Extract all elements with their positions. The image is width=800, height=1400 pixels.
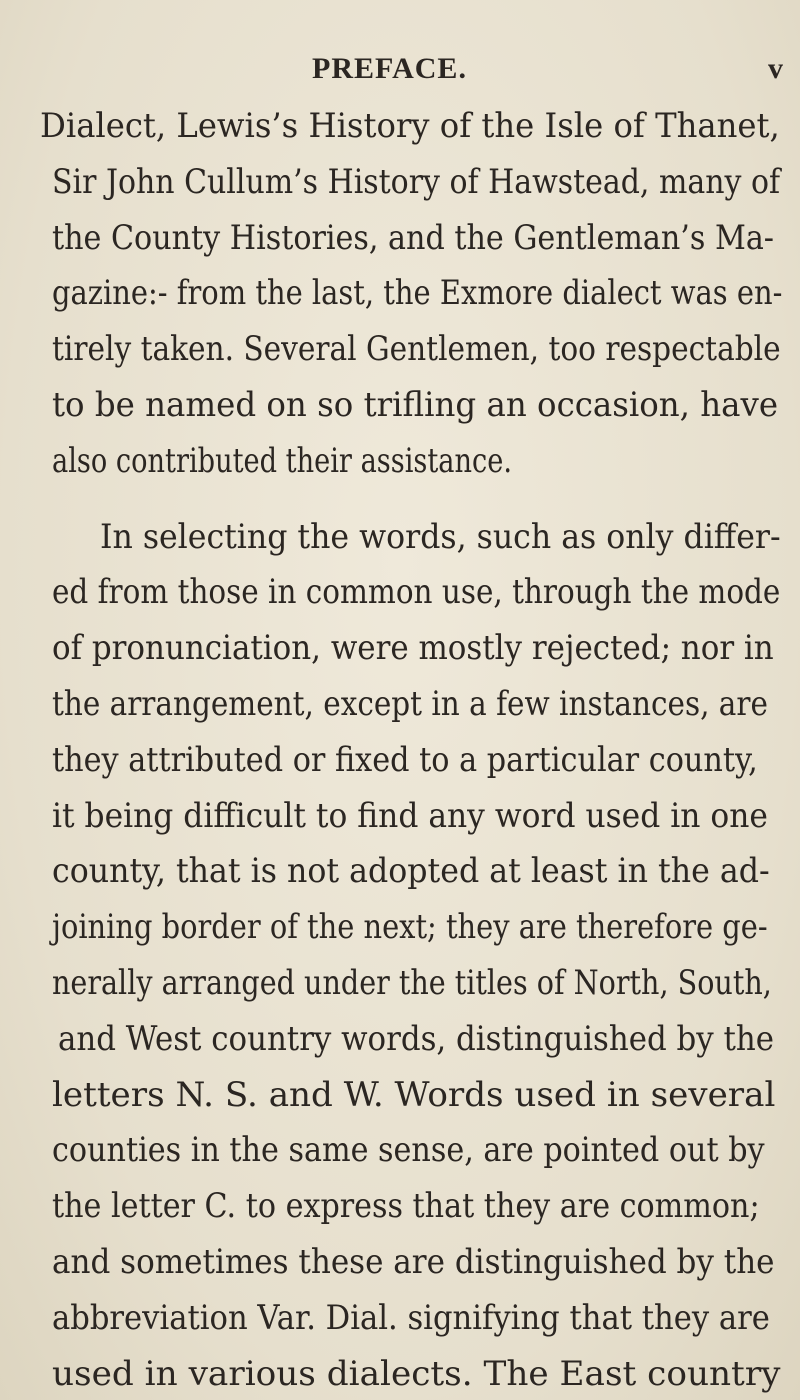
page-title: PREFACE. bbox=[312, 52, 467, 85]
text-line: letters N. S. and W. Words used in several bbox=[52, 1075, 776, 1115]
text-line: and West country words, distinguished by the bbox=[58, 1019, 774, 1059]
text-line: county, that is not adopted at least in the ad- bbox=[52, 851, 770, 891]
page-number: v bbox=[768, 52, 783, 85]
text-line: gazine:- from the last, the Exmore dialect was en- bbox=[52, 273, 783, 313]
text-line: the arrangement, except in a few instances, are bbox=[52, 684, 768, 724]
text-line: used in various dialects. The East country bbox=[52, 1354, 781, 1394]
running-header bbox=[0, 52, 800, 92]
text-line: nerally arranged under the titles of North, South, bbox=[52, 963, 772, 1003]
text-line: the County Histories, and the Gentleman’s Ma- bbox=[52, 218, 775, 258]
text-line: to be named on so trifling an occasion, have bbox=[52, 385, 779, 425]
text-line: the letter C. to express that they are common; bbox=[52, 1186, 760, 1226]
text-line: it being difficult to find any word used in one bbox=[52, 796, 768, 836]
text-line: joining border of the next; they are therefore ge- bbox=[52, 907, 768, 947]
text-line: Dialect, Lewis’s History of the Isle of Thanet, bbox=[40, 106, 780, 146]
text-line: they attributed or fixed to a particular county, bbox=[52, 740, 758, 780]
text-line: of pronunciation, were mostly rejected; nor in bbox=[52, 628, 774, 668]
text-line: also contributed their assistance. bbox=[52, 441, 512, 481]
text-line: and sometimes these are distinguished by the bbox=[52, 1242, 775, 1282]
text-line: counties in the same sense, are pointed out by bbox=[52, 1130, 765, 1170]
text-line: tirely taken. Several Gentlemen, too respectable bbox=[52, 329, 781, 369]
text-line: ed from those in common use, through the mode bbox=[52, 572, 781, 612]
text-line: Sir John Cullum’s History of Hawstead, many of bbox=[52, 162, 781, 202]
text-line: In selecting the words, such as only differ- bbox=[100, 517, 781, 557]
text-line: abbreviation Var. Dial. signifying that they are bbox=[52, 1298, 770, 1338]
